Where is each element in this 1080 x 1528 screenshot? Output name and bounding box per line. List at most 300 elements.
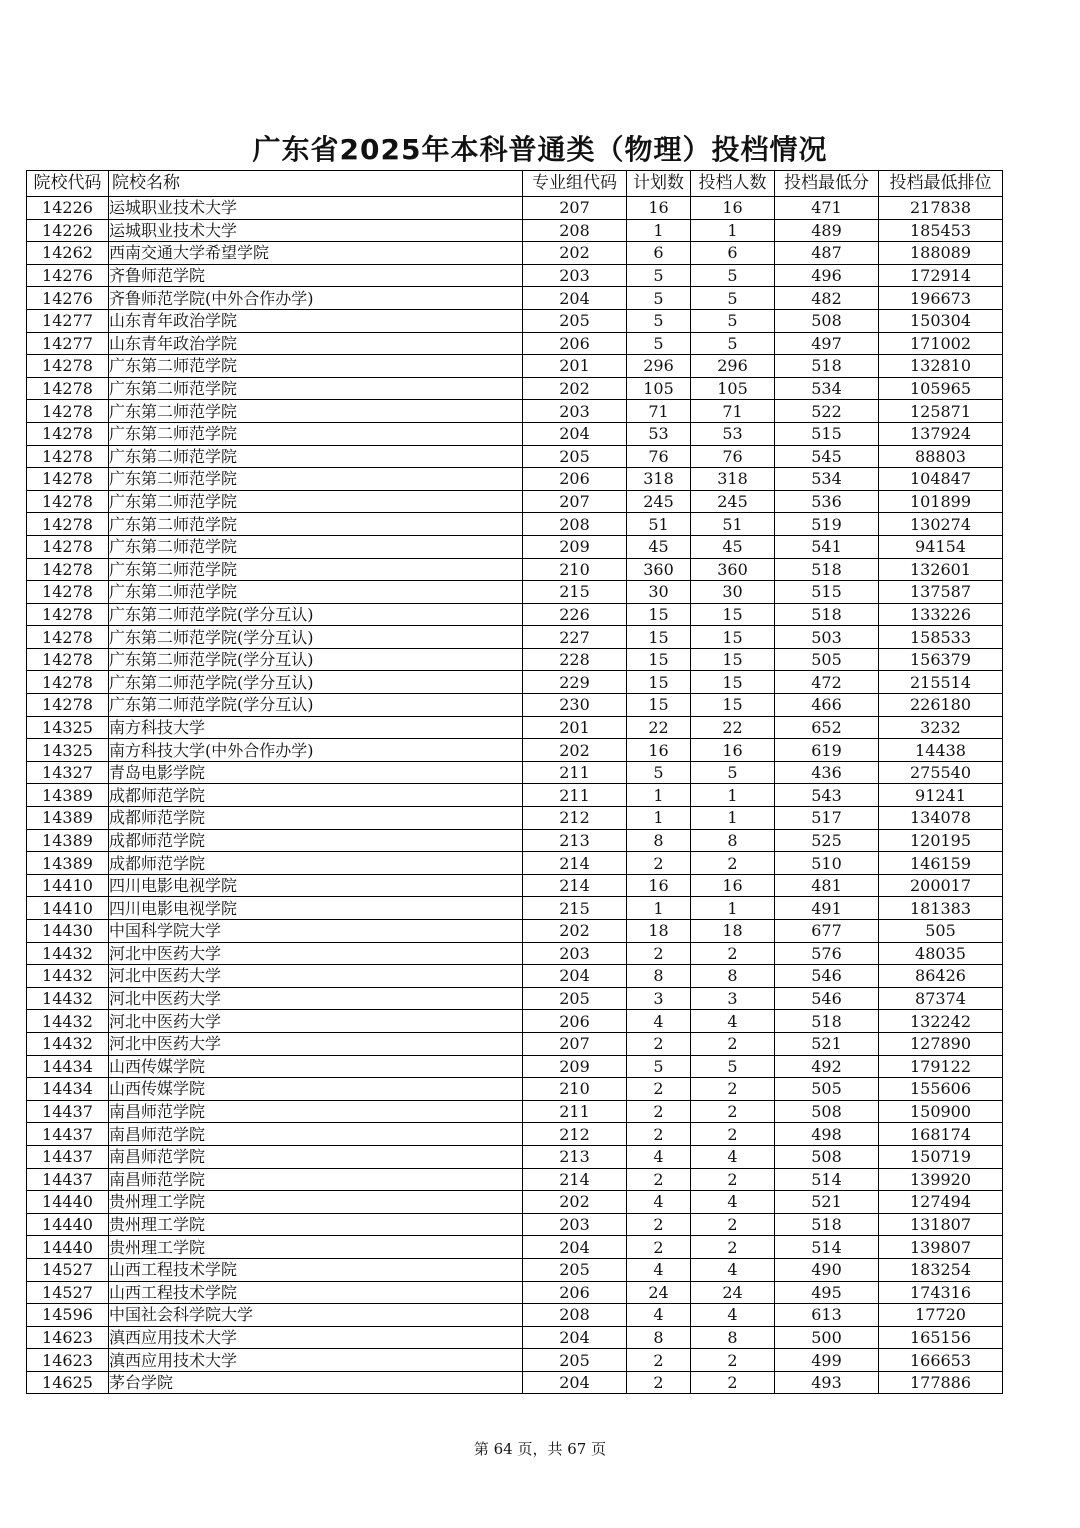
plan-count-cell: 51: [627, 513, 691, 536]
plan-count-cell: 360: [627, 558, 691, 581]
min-score-cell: 496: [775, 264, 879, 287]
min-rank-cell: 146159: [879, 852, 1003, 875]
plan-count-cell: 2: [627, 1123, 691, 1146]
table-header-row: [27, 171, 1003, 197]
school-name-cell: 中国社会科学院大学: [109, 1304, 523, 1327]
admitted-count-cell: 15: [691, 694, 775, 717]
table-row: [27, 1123, 1003, 1146]
school-code-cell: 14625: [27, 1371, 109, 1394]
school-name-cell: 山西工程技术学院: [109, 1281, 523, 1304]
min-score-cell: 541: [775, 535, 879, 558]
group-code-cell: 203: [523, 1213, 627, 1236]
school-name-cell: 山东青年政治学院: [109, 332, 523, 355]
table-row: [27, 1100, 1003, 1123]
group-code-cell: 206: [523, 1010, 627, 1033]
min-rank-cell: 134078: [879, 807, 1003, 830]
school-name-cell: 广东第二师范学院: [109, 490, 523, 513]
school-code-cell: 14432: [27, 1032, 109, 1055]
column-header-school-code: 院校代码: [27, 171, 109, 197]
min-score-cell: 546: [775, 965, 879, 988]
min-score-cell: 543: [775, 784, 879, 807]
school-code-cell: 14278: [27, 490, 109, 513]
min-rank-cell: 174316: [879, 1281, 1003, 1304]
school-name-cell: 滇西应用技术大学: [109, 1349, 523, 1372]
min-score-cell: 505: [775, 1078, 879, 1101]
admitted-count-cell: 2: [691, 1032, 775, 1055]
group-code-cell: 215: [523, 581, 627, 604]
min-rank-cell: 132601: [879, 558, 1003, 581]
school-code-cell: 14278: [27, 535, 109, 558]
admitted-count-cell: 8: [691, 965, 775, 988]
min-score-cell: 508: [775, 1100, 879, 1123]
table-row: [27, 603, 1003, 626]
table-row: [27, 377, 1003, 400]
school-code-cell: 14389: [27, 829, 109, 852]
group-code-cell: 214: [523, 874, 627, 897]
group-code-cell: 203: [523, 264, 627, 287]
admitted-count-cell: 1: [691, 784, 775, 807]
school-name-cell: 南昌师范学院: [109, 1145, 523, 1168]
school-code-cell: 14226: [27, 219, 109, 242]
group-code-cell: 203: [523, 942, 627, 965]
min-score-cell: 508: [775, 309, 879, 332]
table-row: [27, 197, 1003, 220]
plan-count-cell: 16: [627, 739, 691, 762]
min-score-cell: 518: [775, 1213, 879, 1236]
column-header-admitted-count: 投档人数: [691, 171, 775, 197]
school-code-cell: 14430: [27, 920, 109, 943]
min-score-cell: 518: [775, 558, 879, 581]
table-row: [27, 1349, 1003, 1372]
min-rank-cell: 150304: [879, 309, 1003, 332]
plan-count-cell: 5: [627, 264, 691, 287]
group-code-cell: 204: [523, 1326, 627, 1349]
table-row: [27, 942, 1003, 965]
plan-count-cell: 16: [627, 874, 691, 897]
school-code-cell: 14278: [27, 445, 109, 468]
group-code-cell: 211: [523, 1100, 627, 1123]
table-row: [27, 694, 1003, 717]
group-code-cell: 204: [523, 965, 627, 988]
min-rank-cell: 3232: [879, 716, 1003, 739]
min-score-cell: 436: [775, 761, 879, 784]
school-code-cell: 14410: [27, 897, 109, 920]
plan-count-cell: 8: [627, 965, 691, 988]
plan-count-cell: 2: [627, 852, 691, 875]
plan-count-cell: 53: [627, 422, 691, 445]
school-code-cell: 14434: [27, 1078, 109, 1101]
min-score-cell: 519: [775, 513, 879, 536]
group-code-cell: 226: [523, 603, 627, 626]
group-code-cell: 208: [523, 219, 627, 242]
school-name-cell: 成都师范学院: [109, 807, 523, 830]
admitted-count-cell: 5: [691, 1055, 775, 1078]
admitted-count-cell: 2: [691, 1100, 775, 1123]
admitted-count-cell: 22: [691, 716, 775, 739]
school-name-cell: 山西传媒学院: [109, 1055, 523, 1078]
plan-count-cell: 30: [627, 581, 691, 604]
school-code-cell: 14278: [27, 513, 109, 536]
table-row: [27, 1032, 1003, 1055]
school-name-cell: 广东第二师范学院: [109, 581, 523, 604]
min-rank-cell: 137587: [879, 581, 1003, 604]
school-name-cell: 成都师范学院: [109, 829, 523, 852]
plan-count-cell: 76: [627, 445, 691, 468]
school-name-cell: 运城职业技术大学: [109, 197, 523, 220]
admitted-count-cell: 4: [691, 1010, 775, 1033]
min-score-cell: 514: [775, 1168, 879, 1191]
school-name-cell: 河北中医药大学: [109, 965, 523, 988]
plan-count-cell: 2: [627, 1168, 691, 1191]
min-score-cell: 466: [775, 694, 879, 717]
table-row: [27, 987, 1003, 1010]
min-score-cell: 534: [775, 468, 879, 491]
school-name-cell: 山西传媒学院: [109, 1078, 523, 1101]
school-code-cell: 14262: [27, 242, 109, 265]
admitted-count-cell: 2: [691, 1123, 775, 1146]
plan-count-cell: 4: [627, 1304, 691, 1327]
group-code-cell: 208: [523, 1304, 627, 1327]
min-score-cell: 613: [775, 1304, 879, 1327]
table-row: [27, 739, 1003, 762]
group-code-cell: 207: [523, 1032, 627, 1055]
school-code-cell: 14410: [27, 874, 109, 897]
group-code-cell: 205: [523, 1258, 627, 1281]
school-name-cell: 广东第二师范学院: [109, 445, 523, 468]
group-code-cell: 202: [523, 242, 627, 265]
table-row: [27, 897, 1003, 920]
school-name-cell: 广东第二师范学院(学分互认): [109, 648, 523, 671]
plan-count-cell: 16: [627, 197, 691, 220]
plan-count-cell: 5: [627, 1055, 691, 1078]
school-name-cell: 广东第二师范学院(学分互认): [109, 694, 523, 717]
group-code-cell: 211: [523, 761, 627, 784]
group-code-cell: 205: [523, 987, 627, 1010]
school-code-cell: 14437: [27, 1123, 109, 1146]
min-score-cell: 495: [775, 1281, 879, 1304]
plan-count-cell: 5: [627, 309, 691, 332]
min-rank-cell: 137924: [879, 422, 1003, 445]
table-row: [27, 1371, 1003, 1394]
plan-count-cell: 2: [627, 1236, 691, 1259]
school-name-cell: 贵州理工学院: [109, 1236, 523, 1259]
min-rank-cell: 14438: [879, 739, 1003, 762]
group-code-cell: 229: [523, 671, 627, 694]
table-row: [27, 309, 1003, 332]
min-rank-cell: 127494: [879, 1191, 1003, 1214]
group-code-cell: 230: [523, 694, 627, 717]
group-code-cell: 228: [523, 648, 627, 671]
table-row: [27, 1258, 1003, 1281]
admitted-count-cell: 1: [691, 807, 775, 830]
plan-count-cell: 2: [627, 1371, 691, 1394]
admitted-count-cell: 15: [691, 671, 775, 694]
table-row: [27, 648, 1003, 671]
school-name-cell: 运城职业技术大学: [109, 219, 523, 242]
school-name-cell: 河北中医药大学: [109, 1032, 523, 1055]
min-score-cell: 472: [775, 671, 879, 694]
admitted-count-cell: 15: [691, 648, 775, 671]
school-code-cell: 14325: [27, 739, 109, 762]
plan-count-cell: 2: [627, 1213, 691, 1236]
admitted-count-cell: 53: [691, 422, 775, 445]
table-row: [27, 422, 1003, 445]
column-header-plan-count: 计划数: [627, 171, 691, 197]
min-rank-cell: 188089: [879, 242, 1003, 265]
admitted-count-cell: 4: [691, 1304, 775, 1327]
min-score-cell: 492: [775, 1055, 879, 1078]
table-row: [27, 761, 1003, 784]
admitted-count-cell: 15: [691, 603, 775, 626]
plan-count-cell: 2: [627, 1032, 691, 1055]
min-rank-cell: 172914: [879, 264, 1003, 287]
school-name-cell: 河北中医药大学: [109, 1010, 523, 1033]
min-score-cell: 546: [775, 987, 879, 1010]
school-code-cell: 14432: [27, 942, 109, 965]
min-rank-cell: 125871: [879, 400, 1003, 423]
plan-count-cell: 2: [627, 1100, 691, 1123]
admitted-count-cell: 2: [691, 1078, 775, 1101]
school-code-cell: 14437: [27, 1168, 109, 1191]
group-code-cell: 202: [523, 1191, 627, 1214]
school-code-cell: 14278: [27, 468, 109, 491]
min-score-cell: 510: [775, 852, 879, 875]
page-footer: 第 64 页，共 67 页: [473, 1440, 607, 1458]
min-rank-cell: 130274: [879, 513, 1003, 536]
table-row: [27, 1281, 1003, 1304]
admitted-count-cell: 2: [691, 1236, 775, 1259]
admitted-count-cell: 71: [691, 400, 775, 423]
min-rank-cell: 158533: [879, 626, 1003, 649]
min-rank-cell: 133226: [879, 603, 1003, 626]
min-score-cell: 536: [775, 490, 879, 513]
admitted-count-cell: 245: [691, 490, 775, 513]
min-score-cell: 515: [775, 422, 879, 445]
min-score-cell: 503: [775, 626, 879, 649]
group-code-cell: 214: [523, 852, 627, 875]
school-name-cell: 成都师范学院: [109, 784, 523, 807]
admission-table: [26, 170, 1003, 1394]
school-code-cell: 14432: [27, 965, 109, 988]
school-code-cell: 14278: [27, 422, 109, 445]
school-name-cell: 贵州理工学院: [109, 1213, 523, 1236]
school-code-cell: 14278: [27, 626, 109, 649]
plan-count-cell: 15: [627, 694, 691, 717]
min-score-cell: 499: [775, 1349, 879, 1372]
table-row: [27, 355, 1003, 378]
min-rank-cell: 131807: [879, 1213, 1003, 1236]
min-score-cell: 518: [775, 355, 879, 378]
group-code-cell: 211: [523, 784, 627, 807]
admitted-count-cell: 16: [691, 739, 775, 762]
admitted-count-cell: 2: [691, 852, 775, 875]
plan-count-cell: 5: [627, 287, 691, 310]
table-row: [27, 219, 1003, 242]
column-header-school-name: 院校名称: [109, 171, 523, 197]
school-code-cell: 14440: [27, 1236, 109, 1259]
min-rank-cell: 104847: [879, 468, 1003, 491]
column-header-min-score: 投档最低分: [775, 171, 879, 197]
school-code-cell: 14434: [27, 1055, 109, 1078]
table-row: [27, 626, 1003, 649]
group-code-cell: 209: [523, 1055, 627, 1078]
table-row: [27, 1055, 1003, 1078]
school-name-cell: 广东第二师范学院: [109, 558, 523, 581]
min-score-cell: 534: [775, 377, 879, 400]
min-score-cell: 576: [775, 942, 879, 965]
table-row: [27, 513, 1003, 536]
plan-count-cell: 1: [627, 897, 691, 920]
school-name-cell: 广东第二师范学院(学分互认): [109, 671, 523, 694]
school-name-cell: 齐鲁师范学院: [109, 264, 523, 287]
min-rank-cell: 105965: [879, 377, 1003, 400]
school-code-cell: 14278: [27, 377, 109, 400]
min-rank-cell: 179122: [879, 1055, 1003, 1078]
plan-count-cell: 15: [627, 603, 691, 626]
min-score-cell: 522: [775, 400, 879, 423]
min-score-cell: 500: [775, 1326, 879, 1349]
group-code-cell: 205: [523, 445, 627, 468]
table-row: [27, 852, 1003, 875]
table-row: [27, 400, 1003, 423]
table-row: [27, 1168, 1003, 1191]
admitted-count-cell: 4: [691, 1145, 775, 1168]
table-row: [27, 1236, 1003, 1259]
min-score-cell: 545: [775, 445, 879, 468]
school-name-cell: 青岛电影学院: [109, 761, 523, 784]
group-code-cell: 209: [523, 535, 627, 558]
min-rank-cell: 177886: [879, 1371, 1003, 1394]
table-row: [27, 1078, 1003, 1101]
min-rank-cell: 505: [879, 920, 1003, 943]
school-code-cell: 14278: [27, 671, 109, 694]
school-code-cell: 14278: [27, 581, 109, 604]
column-header-group-code: 专业组代码: [523, 171, 627, 197]
table-row: [27, 332, 1003, 355]
admitted-count-cell: 5: [691, 309, 775, 332]
plan-count-cell: 1: [627, 219, 691, 242]
group-code-cell: 213: [523, 829, 627, 852]
min-score-cell: 521: [775, 1191, 879, 1214]
school-name-cell: 西南交通大学希望学院: [109, 242, 523, 265]
min-rank-cell: 168174: [879, 1123, 1003, 1146]
min-rank-cell: 166653: [879, 1349, 1003, 1372]
plan-count-cell: 24: [627, 1281, 691, 1304]
plan-count-cell: 22: [627, 716, 691, 739]
school-code-cell: 14623: [27, 1349, 109, 1372]
plan-count-cell: 2: [627, 1349, 691, 1372]
min-rank-cell: 181383: [879, 897, 1003, 920]
min-rank-cell: 150900: [879, 1100, 1003, 1123]
school-code-cell: 14432: [27, 987, 109, 1010]
admitted-count-cell: 5: [691, 264, 775, 287]
table-row: [27, 445, 1003, 468]
school-code-cell: 14623: [27, 1326, 109, 1349]
plan-count-cell: 296: [627, 355, 691, 378]
school-code-cell: 14278: [27, 400, 109, 423]
school-name-cell: 贵州理工学院: [109, 1191, 523, 1214]
plan-count-cell: 45: [627, 535, 691, 558]
table-row: [27, 1304, 1003, 1327]
table-row: [27, 671, 1003, 694]
admitted-count-cell: 16: [691, 197, 775, 220]
school-code-cell: 14527: [27, 1281, 109, 1304]
table-row: [27, 1326, 1003, 1349]
min-score-cell: 505: [775, 648, 879, 671]
group-code-cell: 212: [523, 1123, 627, 1146]
admitted-count-cell: 5: [691, 332, 775, 355]
school-name-cell: 南昌师范学院: [109, 1100, 523, 1123]
table-row: [27, 264, 1003, 287]
group-code-cell: 202: [523, 920, 627, 943]
plan-count-cell: 105: [627, 377, 691, 400]
min-score-cell: 487: [775, 242, 879, 265]
group-code-cell: 206: [523, 468, 627, 491]
school-name-cell: 四川电影电视学院: [109, 874, 523, 897]
min-rank-cell: 183254: [879, 1258, 1003, 1281]
admitted-count-cell: 30: [691, 581, 775, 604]
group-code-cell: 213: [523, 1145, 627, 1168]
school-name-cell: 茅台学院: [109, 1371, 523, 1394]
school-name-cell: 山西工程技术学院: [109, 1258, 523, 1281]
school-code-cell: 14527: [27, 1258, 109, 1281]
table-row: [27, 874, 1003, 897]
school-name-cell: 南方科技大学: [109, 716, 523, 739]
table-row: [27, 1010, 1003, 1033]
admitted-count-cell: 2: [691, 942, 775, 965]
min-rank-cell: 127890: [879, 1032, 1003, 1055]
min-score-cell: 471: [775, 197, 879, 220]
admitted-count-cell: 51: [691, 513, 775, 536]
plan-count-cell: 245: [627, 490, 691, 513]
plan-count-cell: 18: [627, 920, 691, 943]
table-row: [27, 784, 1003, 807]
group-code-cell: 204: [523, 287, 627, 310]
min-score-cell: 677: [775, 920, 879, 943]
school-name-cell: 山东青年政治学院: [109, 309, 523, 332]
plan-count-cell: 4: [627, 1145, 691, 1168]
admitted-count-cell: 4: [691, 1258, 775, 1281]
plan-count-cell: 3: [627, 987, 691, 1010]
school-name-cell: 广东第二师范学院: [109, 355, 523, 378]
school-code-cell: 14440: [27, 1191, 109, 1214]
min-score-cell: 493: [775, 1371, 879, 1394]
group-code-cell: 203: [523, 400, 627, 423]
table-row: [27, 287, 1003, 310]
group-code-cell: 207: [523, 490, 627, 513]
plan-count-cell: 71: [627, 400, 691, 423]
school-code-cell: 14278: [27, 694, 109, 717]
plan-count-cell: 2: [627, 942, 691, 965]
school-code-cell: 14389: [27, 852, 109, 875]
admitted-count-cell: 4: [691, 1191, 775, 1214]
page-title: 广东省2025年本科普通类（物理）投档情况: [252, 133, 828, 166]
school-code-cell: 14437: [27, 1145, 109, 1168]
school-code-cell: 14389: [27, 807, 109, 830]
min-score-cell: 652: [775, 716, 879, 739]
school-name-cell: 河北中医药大学: [109, 942, 523, 965]
plan-count-cell: 4: [627, 1191, 691, 1214]
group-code-cell: 205: [523, 309, 627, 332]
min-score-cell: 481: [775, 874, 879, 897]
min-score-cell: 517: [775, 807, 879, 830]
group-code-cell: 201: [523, 716, 627, 739]
min-score-cell: 491: [775, 897, 879, 920]
min-rank-cell: 275540: [879, 761, 1003, 784]
admitted-count-cell: 45: [691, 535, 775, 558]
admitted-count-cell: 2: [691, 1168, 775, 1191]
min-score-cell: 508: [775, 1145, 879, 1168]
